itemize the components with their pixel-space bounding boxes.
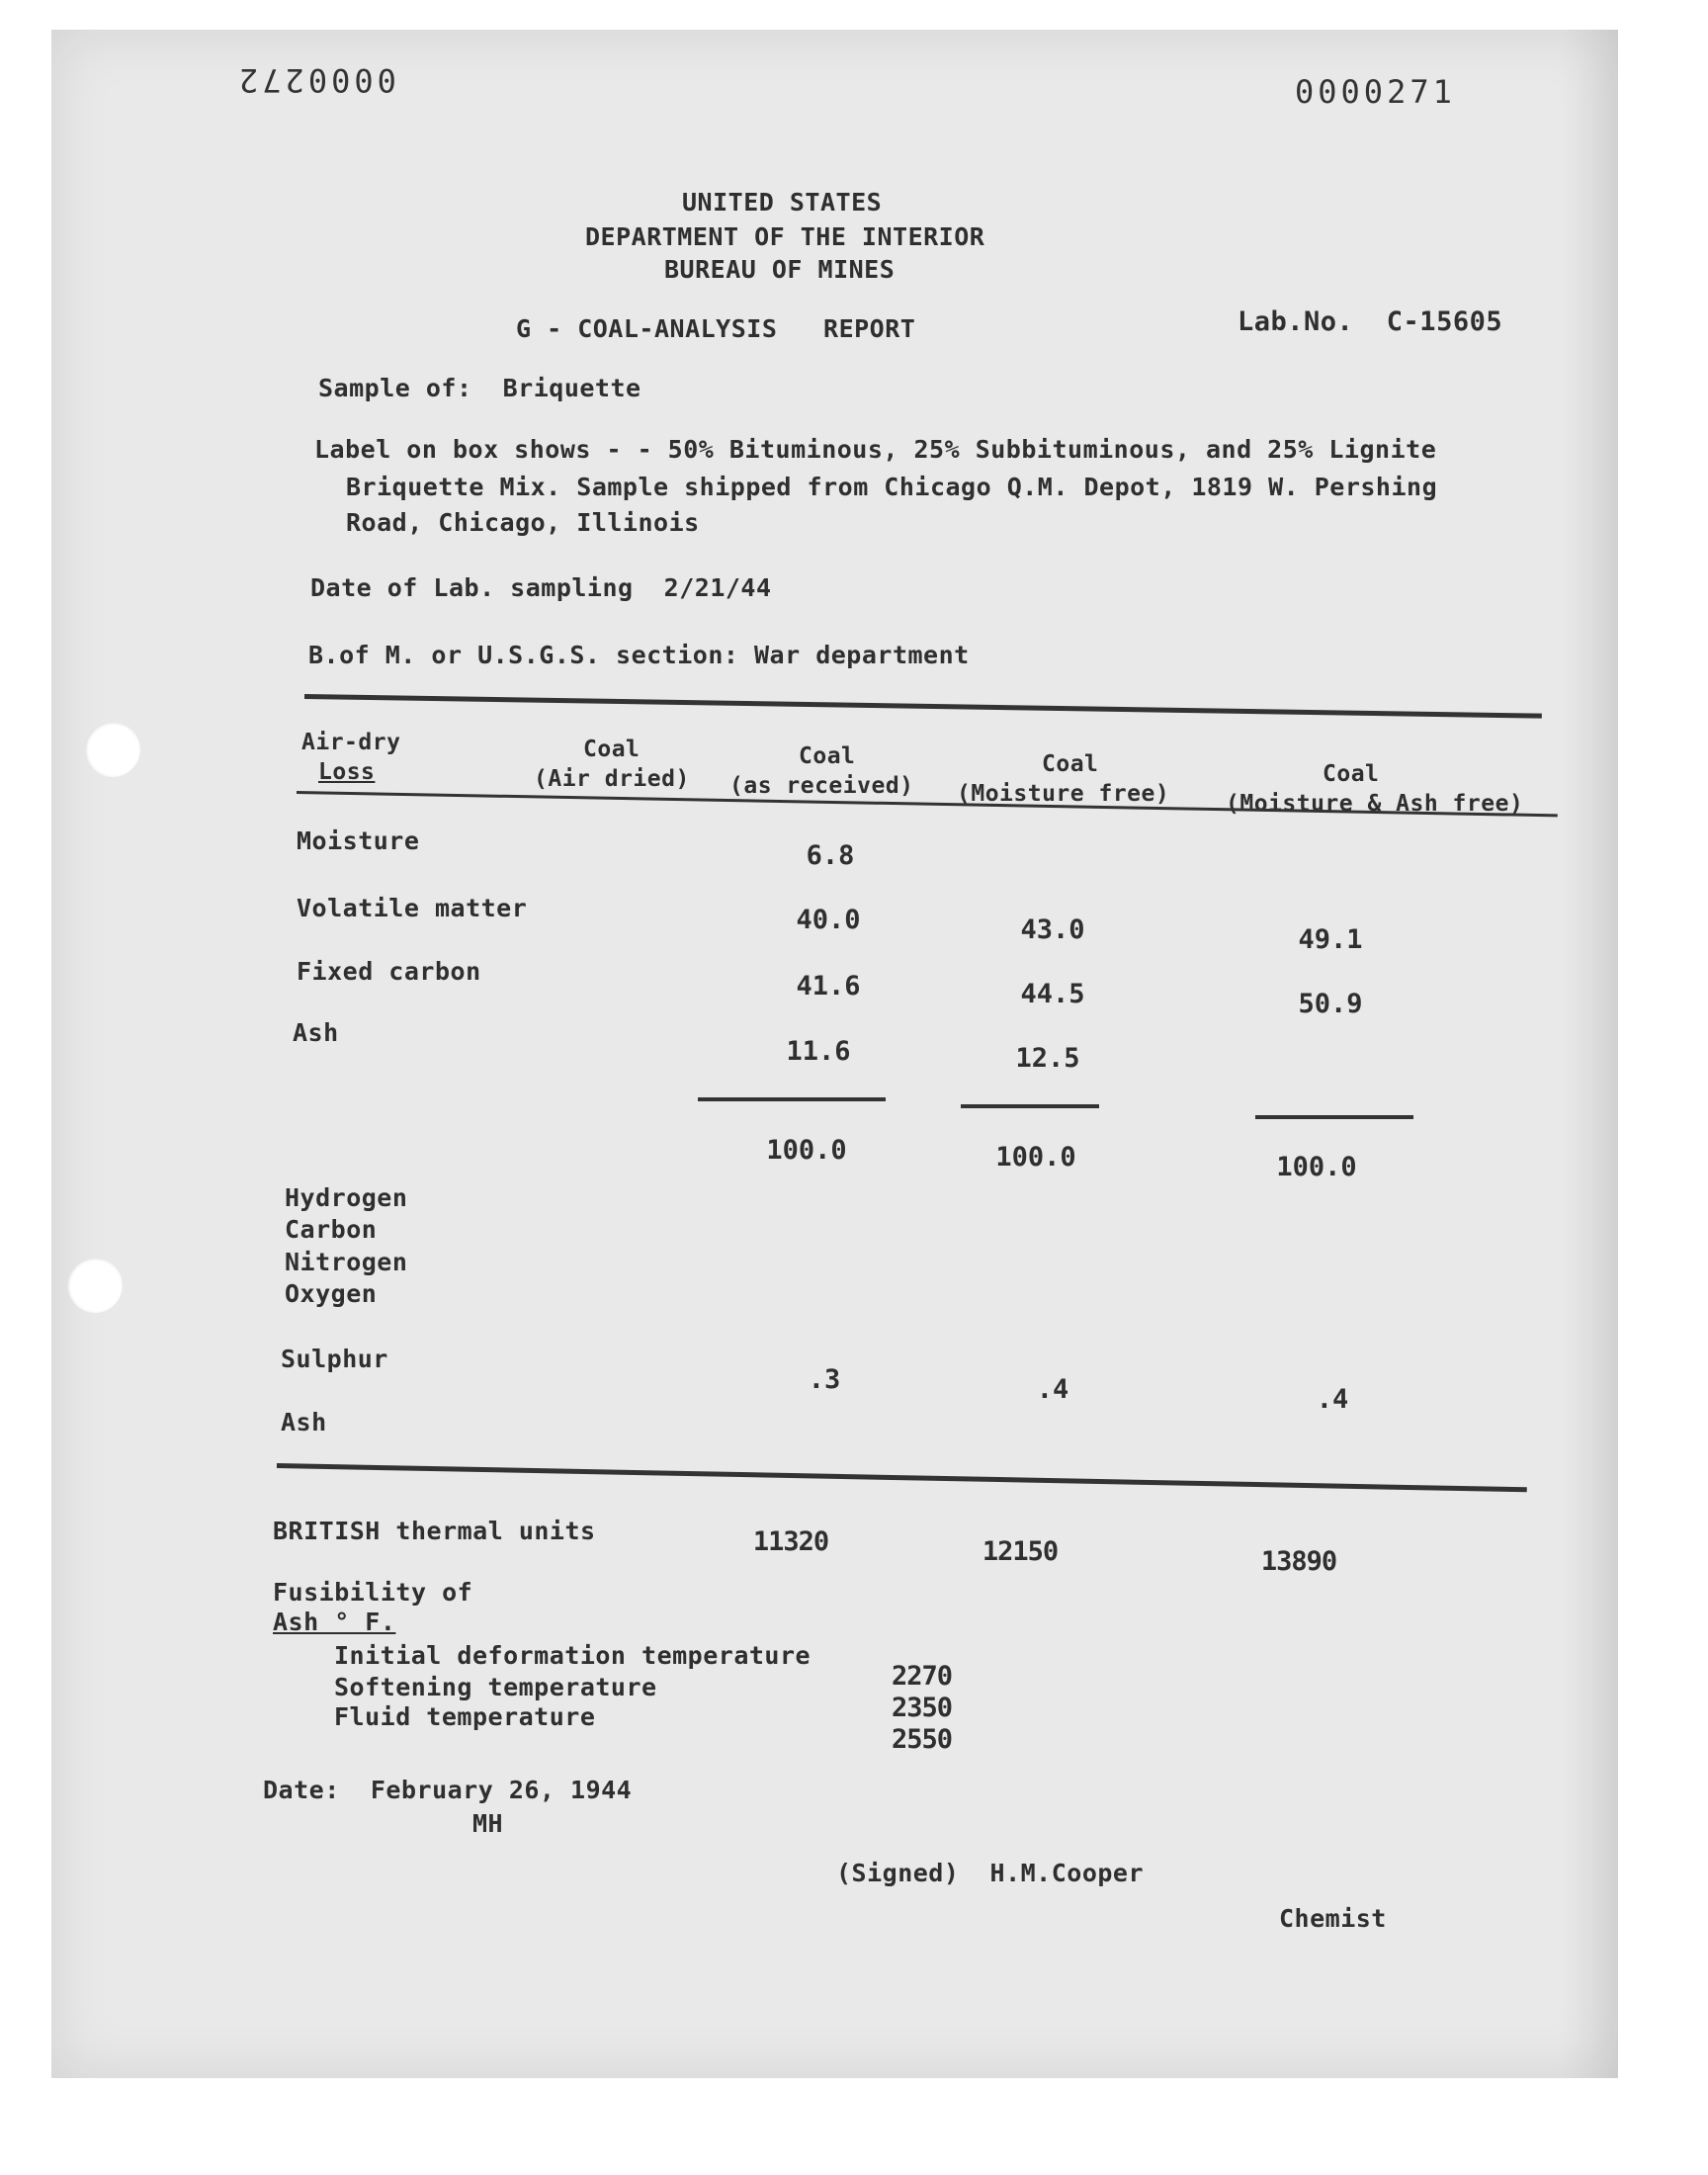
row-label-volatile-matter: Volatile matter — [297, 894, 528, 922]
sulphur-as-received: .3 — [808, 1364, 841, 1395]
row-label-nitrogen: Nitrogen — [285, 1248, 408, 1276]
subtotal-rule-col3 — [961, 1104, 1099, 1108]
corner-number-left: 0000272 — [235, 61, 396, 99]
header-col1-top: Coal — [583, 737, 640, 762]
lab-number: Lab.No. C-15605 — [1238, 306, 1503, 337]
ash-moisture-free: 12.5 — [1015, 1043, 1080, 1074]
row-label-oxygen: Oxygen — [285, 1279, 378, 1308]
fusibility-subtitle: Ash ° F. — [273, 1608, 396, 1636]
header-col2-top: Coal — [799, 743, 856, 769]
punch-hole-bottom — [67, 1258, 123, 1313]
signer-title: Chemist — [1279, 1904, 1387, 1933]
fusibility-fluid-value: 2550 — [892, 1724, 953, 1755]
header-col4-bottom: (Moisture & Ash free) — [1226, 791, 1524, 817]
fusibility-initial-label: Initial deformation temperature — [334, 1641, 811, 1670]
header-col3-bottom: (Moisture free) — [957, 781, 1170, 807]
header-col1-bottom: (Air dried) — [534, 766, 690, 792]
row-label-sulphur: Sulphur — [281, 1345, 388, 1373]
volatile-as-received: 40.0 — [796, 905, 861, 935]
fixed-carbon-mafree: 50.9 — [1298, 989, 1363, 1019]
fixed-carbon-as-received: 41.6 — [796, 971, 861, 1001]
header-airdry: Air-dry — [301, 730, 401, 755]
btu-mafree: 13890 — [1260, 1546, 1337, 1577]
subtotal-rule-col4 — [1255, 1115, 1413, 1119]
btu-moisture-free: 12150 — [982, 1536, 1059, 1567]
btu-as-received: 11320 — [752, 1526, 829, 1557]
signature-line: (Signed) H.M.Cooper — [836, 1859, 1145, 1887]
fusibility-title: Fusibility of — [273, 1578, 473, 1607]
label-line-2: Briquette Mix. Sample shipped from Chicago Q.M. Depot, 1819 W. Pershing — [346, 473, 1438, 501]
header-col4-top: Coal — [1323, 761, 1380, 787]
row-label-hydrogen: Hydrogen — [285, 1183, 408, 1212]
total-moisture-free: 100.0 — [995, 1142, 1076, 1173]
agency-line-3: BUREAU OF MINES — [664, 255, 896, 284]
subtotal-rule-col2 — [698, 1097, 886, 1101]
header-col3-top: Coal — [1042, 751, 1099, 777]
agency-line-1: UNITED STATES — [682, 188, 883, 217]
sample-of: Sample of: Briquette — [318, 374, 641, 402]
ash-as-received: 11.6 — [786, 1036, 851, 1067]
row-label-ash-ultimate: Ash — [281, 1408, 327, 1436]
label-line-1: Label on box shows - - 50% Bituminous, 25% Subbituminous, and 25% Lignite — [314, 435, 1437, 464]
sulphur-mafree: .4 — [1316, 1384, 1349, 1415]
volatile-mafree: 49.1 — [1298, 924, 1363, 955]
moisture-as-received: 6.8 — [806, 840, 855, 871]
fixed-carbon-moisture-free: 44.5 — [1020, 979, 1085, 1009]
initials: MH — [472, 1809, 504, 1838]
row-label-carbon: Carbon — [285, 1215, 378, 1244]
header-loss: Loss — [318, 759, 376, 785]
report-date: Date: February 26, 1944 — [263, 1776, 633, 1804]
header-col2-bottom: (as received) — [729, 773, 914, 799]
report-title: G - COAL-ANALYSIS REPORT — [516, 314, 916, 343]
row-label-ash: Ash — [293, 1018, 339, 1047]
fusibility-softening-label: Softening temperature — [334, 1673, 657, 1701]
total-mafree: 100.0 — [1276, 1152, 1357, 1182]
row-label-btu: BRITISH thermal units — [273, 1517, 596, 1545]
date-of-sampling: Date of Lab. sampling 2/21/44 — [310, 573, 772, 602]
label-line-3: Road, Chicago, Illinois — [346, 508, 700, 537]
total-as-received: 100.0 — [766, 1135, 847, 1166]
volatile-moisture-free: 43.0 — [1020, 914, 1085, 945]
corner-number-right: 0000271 — [1295, 73, 1456, 111]
punch-hole-top — [85, 722, 140, 777]
row-label-fixed-carbon: Fixed carbon — [297, 957, 481, 986]
row-label-moisture: Moisture — [297, 826, 420, 855]
agency-line-2: DEPARTMENT OF THE INTERIOR — [585, 222, 985, 251]
fusibility-initial-value: 2270 — [892, 1661, 953, 1692]
fusibility-softening-value: 2350 — [892, 1693, 953, 1723]
fusibility-fluid-label: Fluid temperature — [334, 1702, 596, 1731]
sulphur-moisture-free: .4 — [1036, 1374, 1069, 1405]
section-line: B.of M. or U.S.G.S. section: War department — [308, 641, 970, 669]
